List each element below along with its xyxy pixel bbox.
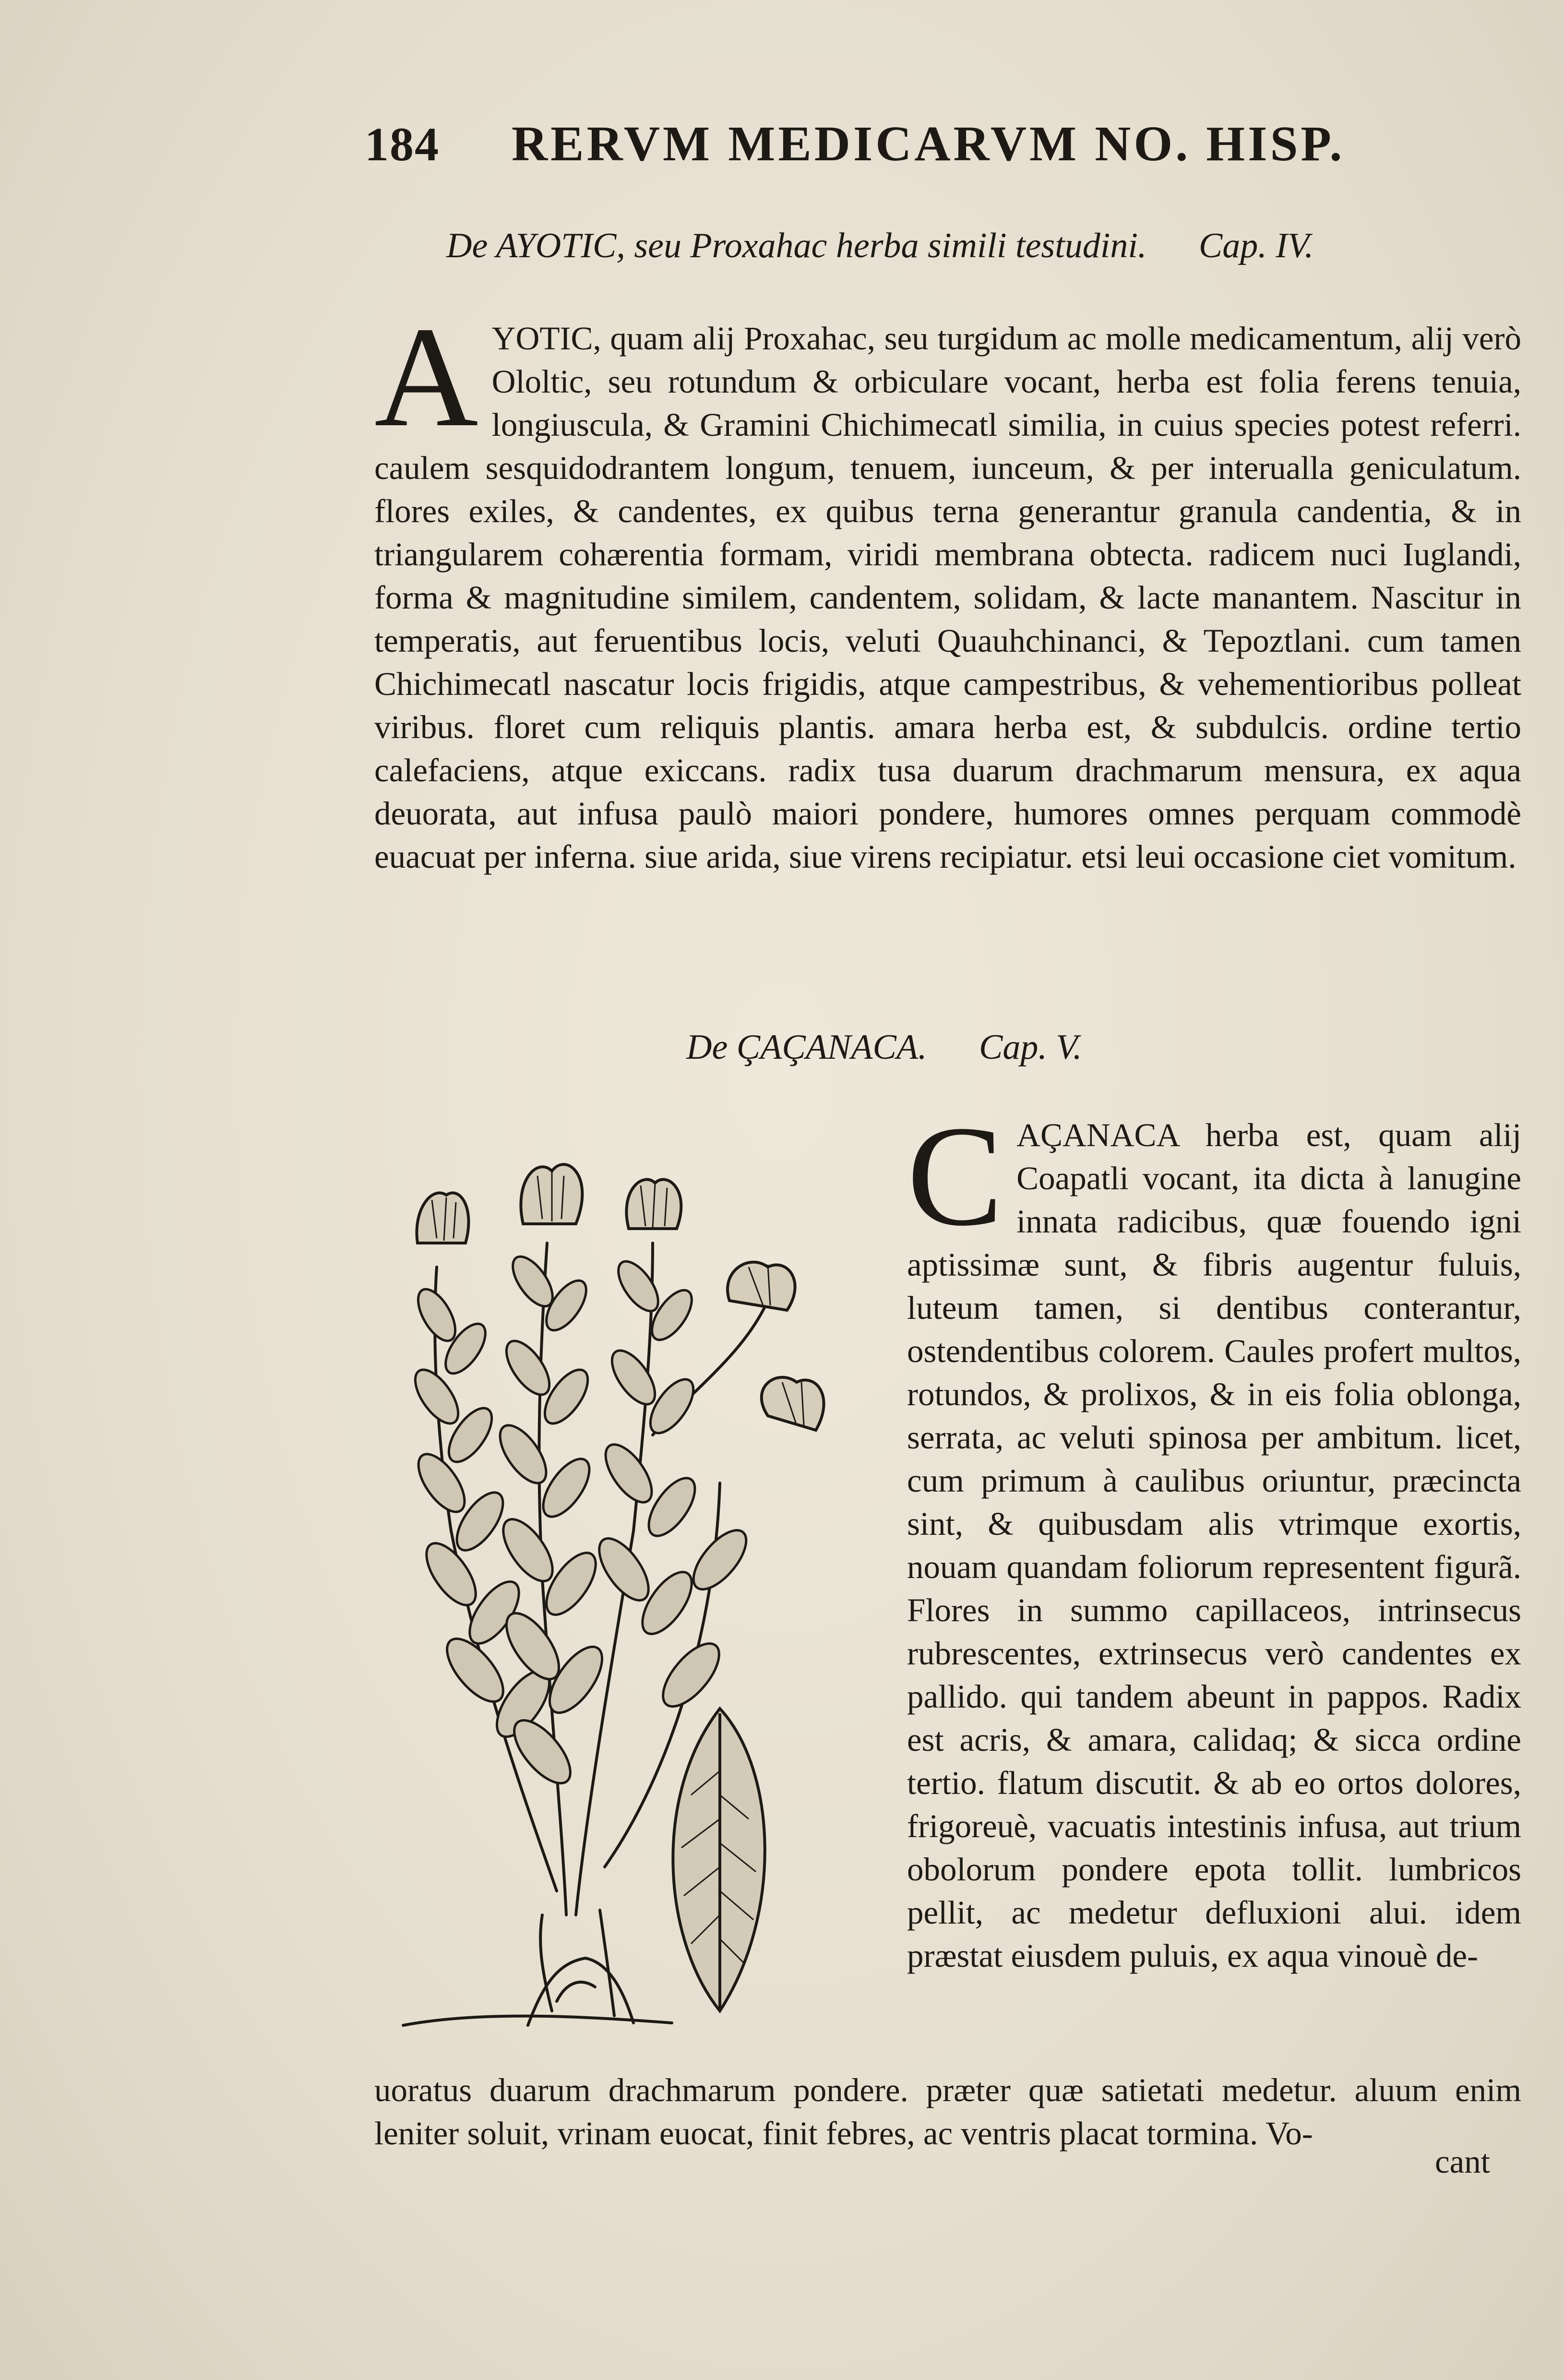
chapter-iv-dropcap: A xyxy=(374,297,478,456)
page-number: 184 xyxy=(365,118,440,171)
plant-woodcut-illustration xyxy=(384,1099,873,2059)
chapter-v-dropcap: C xyxy=(907,1096,1003,1256)
chapter-iv-title: De AYOTIC, seu Proxahac herba simili testudini. xyxy=(446,226,1147,265)
chapter-iv-label: Cap. IV. xyxy=(1198,226,1314,265)
chapter-iv-body xyxy=(374,297,1521,878)
chapter-v-body-continued xyxy=(374,2069,1521,2155)
chapter-v-text: AÇANACA herba est, quam alij Coapatli vocant, ita dicta à lanugine innata radicibus, quæ fouendo igni aptissimæ sunt, & fibris augentur fuluis, luteum tamen, si dentibus conterantur, ostendentibus colorem. Caules profert multos, rotundos, & prolixos, & in eis folia oblonga, serrata, ac veluti spinosa per ambitum. licet, cum primum à caulibus oriuntur, præcincta sint, & quibusdam alis vtrimque exortis, nouam quandam foliorum representent figurã. Flores in summo capillaceos, intrinsecus rubrescentes, extrinsecus verò candentes ex pallido. qui tandem abeunt in pappos. Radix est acris, & amara, calidaq; & sicca ordine tertio. flatum discutit. & ab eo ortos dolores, frigoreuè, vacuatis intestinis infusa, aut trium obolorum pondere epota tollit. lumbricos pellit, ac medetur defluxioni alui. idem præstat eiusdem puluis, ex aqua vinouè de- xyxy=(907,1117,1521,1974)
chapter-v-body xyxy=(907,1096,1521,1977)
chapter-v-heading xyxy=(686,1027,1082,1068)
chapter-v-label: Cap. V. xyxy=(979,1028,1082,1067)
running-title: RERVM MEDICARVM NO. HISP. xyxy=(512,116,1345,171)
chapter-iv-heading xyxy=(446,226,1313,266)
chapter-v-title: De ÇAÇANACA. xyxy=(686,1028,927,1067)
chapter-iv-text: YOTIC, quam alij Proxahac, seu turgidum ac molle medicamentum, alij verò Ololtic, seu rotundum & orbiculare vocant, herba est folia ferens tenuia, longiuscula, & Gramini Chichimecatl similia, in cuius species potest referri. caulem sesquidodrantem longum, tenuem, iunceum, & per interualla geniculatum. flores exiles, & candentes, ex quibus terna generantur granula candentia, & in triangularem cohærentia formam, viridi membrana obtecta. radicem nuci Iuglandi, forma & magnitudine similem, candentem, solidam, & lacte manantem. Nascitur in temperatis, aut feruentibus locis, veluti Quauhchinanci, & Tepoztlani. cum tamen Chichimecatl nascatur locis frigidis, atque campestribus, & vehementioribus polleat viribus. floret cum reliquis plantis. amara herba est, & subdulcis. ordine tertio calefaciens, atque exiccans. radix tusa duarum drachmarum mensura, ex aqua deuorata, aut infusa paulò maiori pondere, humores omnes perquam commodè euacuat per inferna. siue arida, siue virens recipiatur. etsi leui occasione ciet vomitum. xyxy=(374,320,1521,875)
catchword: cant xyxy=(1435,2143,1490,2180)
chapter-v-text-continued: uoratus duarum drachmarum pondere. præter quæ satietati medetur. aluum enim leniter soluit, vrinam euocat, finit febres, ac ventris placat tormina. Vo- xyxy=(374,2072,1521,2152)
page-header xyxy=(365,115,1421,182)
